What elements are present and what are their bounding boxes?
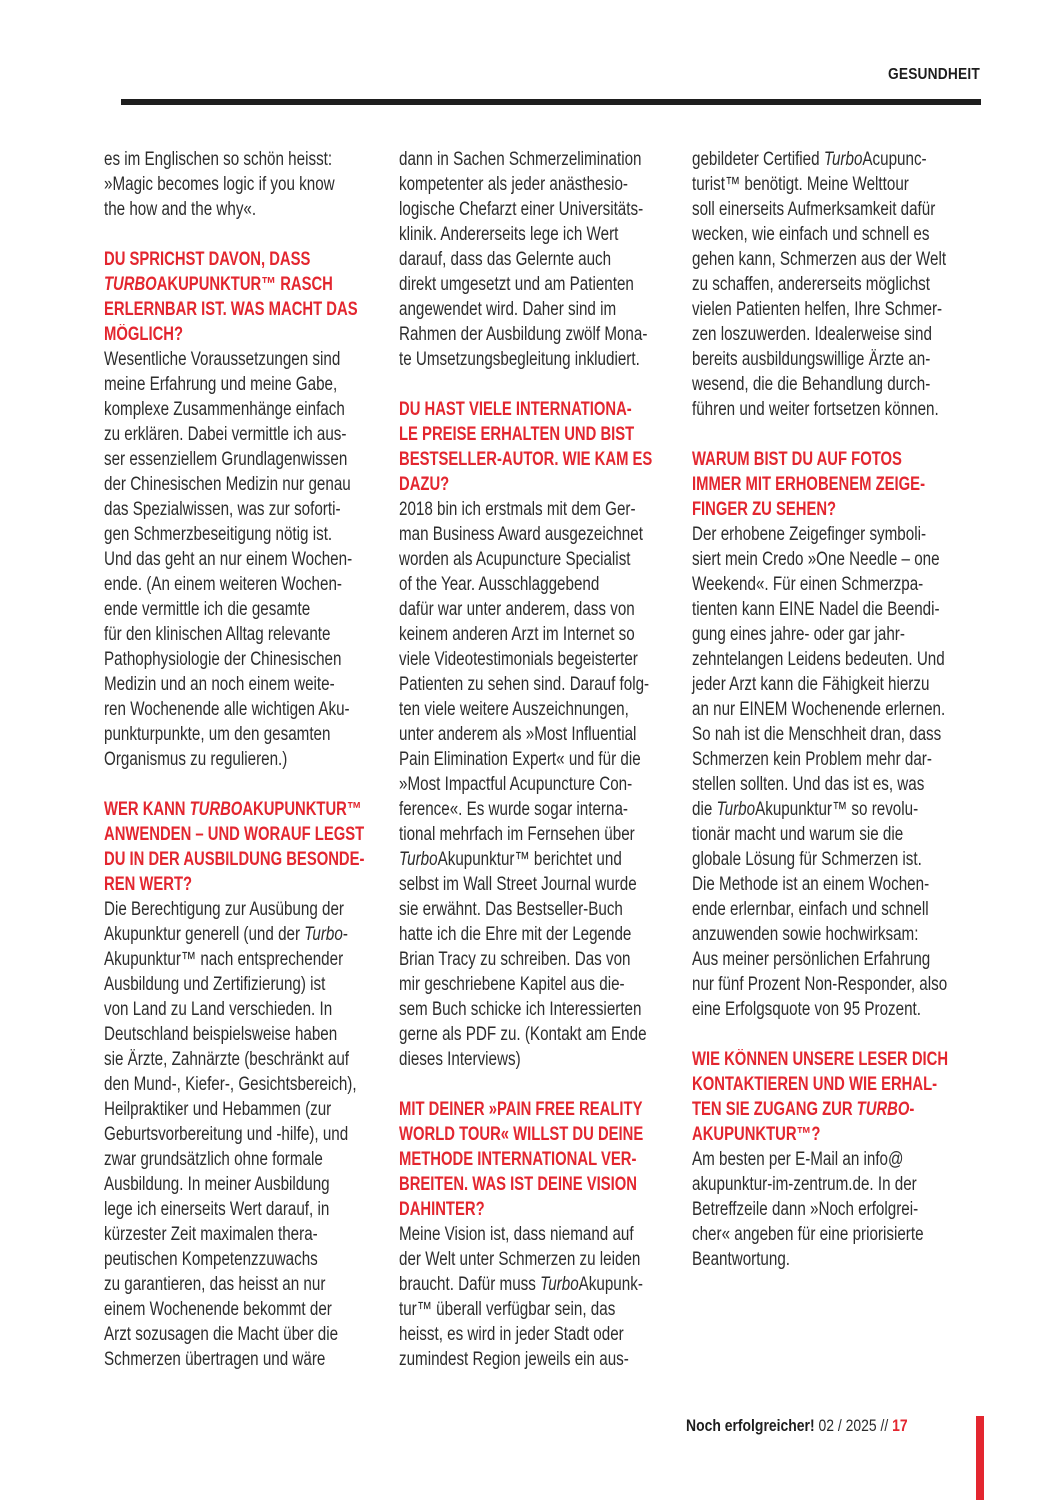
text-line: den Mund-, Kiefer-, Gesichtsbereich), (104, 1074, 357, 1095)
text-line: gebildeter Certified TurboAcupunc- (692, 149, 927, 170)
text-line: Pathophysiologie der Chinesischen (104, 649, 342, 670)
text-line: hatte ich die Ehre mit der Legende (399, 924, 632, 945)
text-line: So nah ist die Menschheit dran, dass (692, 724, 942, 745)
page-footer (686, 1416, 908, 1436)
text-line: Beantwortung. (692, 1249, 791, 1270)
interview-question (399, 397, 689, 497)
text-line: Akupunktur™ nach entsprechender (104, 949, 344, 970)
text-line: Meine Vision ist, dass niemand auf (399, 1224, 634, 1245)
text-line: direkt umgesetzt und am Patienten (399, 274, 634, 295)
article-column-1 (104, 147, 394, 1372)
text-line: ende. (An einem weiteren Wochen- (104, 574, 342, 595)
text-line: komplexe Zusammenhänge einfach (104, 399, 345, 420)
text-line: vielen Patienten helfen, Ihre Schmer- (692, 299, 943, 320)
text-line: wesend, die die Behandlung durch- (692, 374, 931, 395)
text-line: Deutschland beispielsweise haben (104, 1024, 338, 1045)
text-line: METHODE INTERNATIONAL VER- (399, 1149, 637, 1170)
text-line: zu erklären. Dabei vermittle ich aus- (104, 424, 347, 445)
text-line: of the Year. Ausschlaggebend (399, 574, 600, 595)
text-line: Organismus zu regulieren.) (104, 749, 288, 770)
answer-paragraph (692, 522, 982, 1022)
text-line: DU HAST VIELE INTERNATIONA- (399, 399, 632, 420)
text-line: nur fünf Prozent Non-Responder, also (692, 974, 948, 995)
text-line: siert mein Credo »One Needle – one (692, 549, 940, 570)
text-line: sem Buch schicke ich Interessierten (399, 999, 642, 1020)
text-line: zu garantieren, das heisst an nur (104, 1274, 326, 1295)
text-line: Der erhobene Zeigefinger symboli- (692, 524, 927, 545)
text-line: selbst im Wall Street Journal wurde (399, 874, 637, 895)
text-line: zu schaffen, andererseits möglichst (692, 274, 930, 295)
text-line: ende vermittle ich die gesamte (104, 599, 311, 620)
text-line: heisst, es wird in jeder Stadt oder (399, 1324, 624, 1345)
text-line: es im Englischen so schön heisst: (104, 149, 333, 170)
text-line: ren Wochenende alle wichtigen Aku- (104, 699, 350, 720)
text-line: ser essenziellem Grundlagenwissen (104, 449, 348, 470)
text-line: Am besten per E-Mail an info@ (692, 1149, 904, 1170)
page-marker-bar (976, 1416, 984, 1500)
text-line: ERLERNBAR IST. WAS MACHT DAS (104, 299, 358, 320)
text-line: führen und weiter fortsetzen können. (692, 399, 939, 420)
page-number: 17 (892, 1416, 908, 1435)
text-line: man Business Award ausgezeichnet (399, 524, 643, 545)
text-line: die TurboAkupunktur™ so revolu- (692, 799, 919, 820)
text-line: MÖGLICH? (104, 324, 184, 345)
article-column-3 (692, 147, 982, 1272)
answer-paragraph (104, 147, 394, 222)
text-line: Wesentliche Voraussetzungen sind (104, 349, 341, 370)
magazine-name: Noch erfolgreicher! (686, 1416, 815, 1435)
text-line: Rahmen der Ausbildung zwölf Mona- (399, 324, 648, 345)
text-line: peutischen Kompetenzzuwachs (104, 1249, 318, 1270)
text-line: zumindest Region jeweils ein aus- (399, 1349, 629, 1370)
text-line: »Magic becomes logic if you know (104, 174, 335, 195)
text-line: kürzester Zeit maximalen thera- (104, 1224, 318, 1245)
text-line: von Land zu Land verschieden. In (104, 999, 333, 1020)
text-line: angewendet wird. Daher sind im (399, 299, 617, 320)
text-line: zwar grundsätzlich ohne formale (104, 1149, 323, 1170)
text-line: jeder Arzt kann die Fähigkeit hierzu (692, 674, 930, 695)
text-line: zehntelangen Leidens bedeuten. Und (692, 649, 945, 670)
text-line: Ausbildung. In meiner Ausbildung (104, 1174, 330, 1195)
text-line: globale Lösung für Schmerzen ist. (692, 849, 922, 870)
text-line: punkturpunkte, um den gesamten (104, 724, 331, 745)
text-line: gung eines jahre- oder gar jahr- (692, 624, 905, 645)
text-line: WARUM BIST DU AUF FOTOS (692, 449, 902, 470)
text-line: meine Erfahrung und meine Gabe, (104, 374, 338, 395)
text-line: MIT DEINER »PAIN FREE REALITY (399, 1099, 643, 1120)
text-line: dann in Sachen Schmerzelimination (399, 149, 642, 170)
text-line: KONTAKTIEREN UND WIE ERHAL- (692, 1074, 938, 1095)
text-line: ten viele weitere Auszeichnungen, (399, 699, 629, 720)
text-line: turist™ benötigt. Meine Welttour (692, 174, 909, 195)
text-line: dafür war unter anderem, dass von (399, 599, 635, 620)
text-line: Schmerzen kein Problem mehr dar- (692, 749, 932, 770)
interview-question (692, 447, 982, 522)
text-line: DAHINTER? (399, 1199, 485, 1220)
text-line: sie erwähnt. Das Bestseller-Buch (399, 899, 623, 920)
text-line: bereits ausbildungswillige Ärzte an- (692, 349, 931, 370)
text-line: lege ich einerseits Wert darauf, in (104, 1199, 330, 1220)
text-line: LE PREISE ERHALTEN UND BIST (399, 424, 635, 445)
text-line: Die Berechtigung zur Ausübung der (104, 899, 344, 920)
text-line: gehen kann, Schmerzen aus der Welt (692, 249, 947, 270)
text-line: TEN SIE ZUGANG ZUR TURBO- (692, 1099, 915, 1120)
text-line: gen Schmerzbeseitigung nötig ist. (104, 524, 333, 545)
text-line: der Chinesischen Medizin nur genau (104, 474, 351, 495)
text-line: wecken, wie einfach und schnell es (692, 224, 930, 245)
text-line: Heilpraktiker und Hebammen (zur (104, 1099, 332, 1120)
text-line: cher« angeben für eine priorisierte (692, 1224, 924, 1245)
text-line: the how and the why«. (104, 199, 257, 220)
text-line: braucht. Dafür muss TurboAkupunk- (399, 1274, 643, 1295)
text-line: Und das geht an nur einem Wochen- (104, 549, 353, 570)
interview-question (104, 247, 394, 347)
text-line: Akupunktur generell (und der Turbo- (104, 924, 348, 945)
header-rule (121, 99, 981, 105)
text-line: DU SPRICHST DAVON, DASS (104, 249, 311, 270)
text-line: ende erlernbar, einfach und schnell (692, 899, 929, 920)
interview-question (104, 797, 394, 897)
text-line: Medizin und an noch einem weite- (104, 674, 335, 695)
text-line: WIE KÖNNEN UNSERE LESER DICH (692, 1049, 949, 1070)
text-line: ference«. Es wurde sogar interna- (399, 799, 628, 820)
text-line: TURBOAKUPUNKTUR™ RASCH (104, 274, 333, 295)
text-line: darauf, dass das Gelernte auch (399, 249, 612, 270)
text-line: unter anderem als »Most Influential (399, 724, 637, 745)
text-line: Patienten zu sehen sind. Darauf folg- (399, 674, 650, 695)
interview-question (692, 1047, 982, 1147)
text-line: Die Methode ist an einem Wochen- (692, 874, 930, 895)
text-line: kompetenter als jeder anästhesio- (399, 174, 628, 195)
text-line: Brian Tracy zu schreiben. Das von (399, 949, 631, 970)
text-line: WORLD TOUR« WILLST DU DEINE (399, 1124, 644, 1145)
text-line: FINGER ZU SEHEN? (692, 499, 837, 520)
text-line: keinem anderen Arzt im Internet so (399, 624, 635, 645)
text-line: DU IN DER AUSBILDUNG BESONDE- (104, 849, 365, 870)
answer-paragraph (692, 1147, 982, 1272)
text-line: Geburtsvorbereitung und -hilfe), und (104, 1124, 349, 1145)
text-line: tienten kann EINE Nadel die Beendi- (692, 599, 940, 620)
text-line: DAZU? (399, 474, 450, 495)
text-line: tur™ überall verfügbar sein, das (399, 1299, 616, 1320)
interview-question (399, 1097, 689, 1222)
text-line: an nur EINEM Wochenende erlernen. (692, 699, 946, 720)
text-line: WER KANN TURBOAKUPUNKTUR™ (104, 799, 362, 820)
text-line: tionär macht und warum sie die (692, 824, 904, 845)
text-line: Arzt sozusagen die Macht über die (104, 1324, 339, 1345)
text-line: BREITEN. WAS IST DEINE VISION (399, 1174, 637, 1195)
answer-paragraph (692, 147, 982, 422)
text-line: REN WERT? (104, 874, 193, 895)
text-line: stellen sollten. Und das ist es, was (692, 774, 925, 795)
text-line: gerne als PDF zu. (Kontakt am Ende (399, 1024, 647, 1045)
text-line: worden als Acupuncture Specialist (399, 549, 631, 570)
answer-paragraph (399, 1222, 689, 1372)
answer-paragraph (399, 147, 689, 372)
article-column-2 (399, 147, 689, 1372)
text-line: eine Erfolgsquote von 95 Prozent. (692, 999, 921, 1020)
text-line: Ausbildung und Zertifizierung) ist (104, 974, 326, 995)
text-line: für den klinischen Alltag relevante (104, 624, 331, 645)
text-line: dieses Interviews) (399, 1049, 521, 1070)
text-line: te Umsetzungsbegleitung inkludiert. (399, 349, 640, 370)
text-line: viele Videotestimonials begeisterter (399, 649, 638, 670)
issue-number: 02 / 2025 // (814, 1416, 893, 1435)
text-line: sie Ärzte, Zahnärzte (beschränkt auf (104, 1049, 350, 1070)
text-line: »Most Impactful Acupuncture Con- (399, 774, 633, 795)
text-line: das Spezialwissen, was zur soforti- (104, 499, 341, 520)
text-line: IMMER MIT ERHOBENEM ZEIGE- (692, 474, 926, 495)
text-line: logische Chefarzt einer Universitäts- (399, 199, 644, 220)
text-line: anzuwenden sowie hochwirksam: (692, 924, 919, 945)
answer-paragraph (399, 497, 689, 1072)
section-label: GESUNDHEIT (888, 66, 980, 83)
text-line: mir geschriebene Kapitel aus die- (399, 974, 625, 995)
text-line: Aus meiner persönlichen Erfahrung (692, 949, 931, 970)
text-line: ANWENDEN – UND WORAUF LEGST (104, 824, 365, 845)
text-line: Pain Elimination Expert« und für die (399, 749, 641, 770)
answer-paragraph (104, 347, 394, 772)
text-line: AKUPUNKTUR™? (692, 1124, 821, 1145)
text-line: Weekend«. Für einen Schmerzpa- (692, 574, 924, 595)
text-line: 2018 bin ich erstmals mit dem Ger- (399, 499, 636, 520)
text-line: der Welt unter Schmerzen zu leiden (399, 1249, 641, 1270)
text-line: Schmerzen übertragen und wäre (104, 1349, 326, 1370)
text-line: BESTSELLER-AUTOR. WIE KAM ES (399, 449, 653, 470)
text-line: Betreffzeile dann »Noch erfolgrei- (692, 1199, 919, 1220)
text-line: TurboAkupunktur™ berichtet und (399, 849, 622, 870)
text-line: tional mehrfach im Fernsehen über (399, 824, 635, 845)
answer-paragraph (104, 897, 394, 1372)
text-line: soll einerseits Aufmerksamkeit dafür (692, 199, 936, 220)
text-line: klinik. Andererseits lege ich Wert (399, 224, 619, 245)
text-line: zen loszuwerden. Idealerweise sind (692, 324, 932, 345)
text-line: einem Wochenende bekommt der (104, 1299, 332, 1320)
text-line: akupunktur-im-zentrum.de. In der (692, 1174, 917, 1195)
